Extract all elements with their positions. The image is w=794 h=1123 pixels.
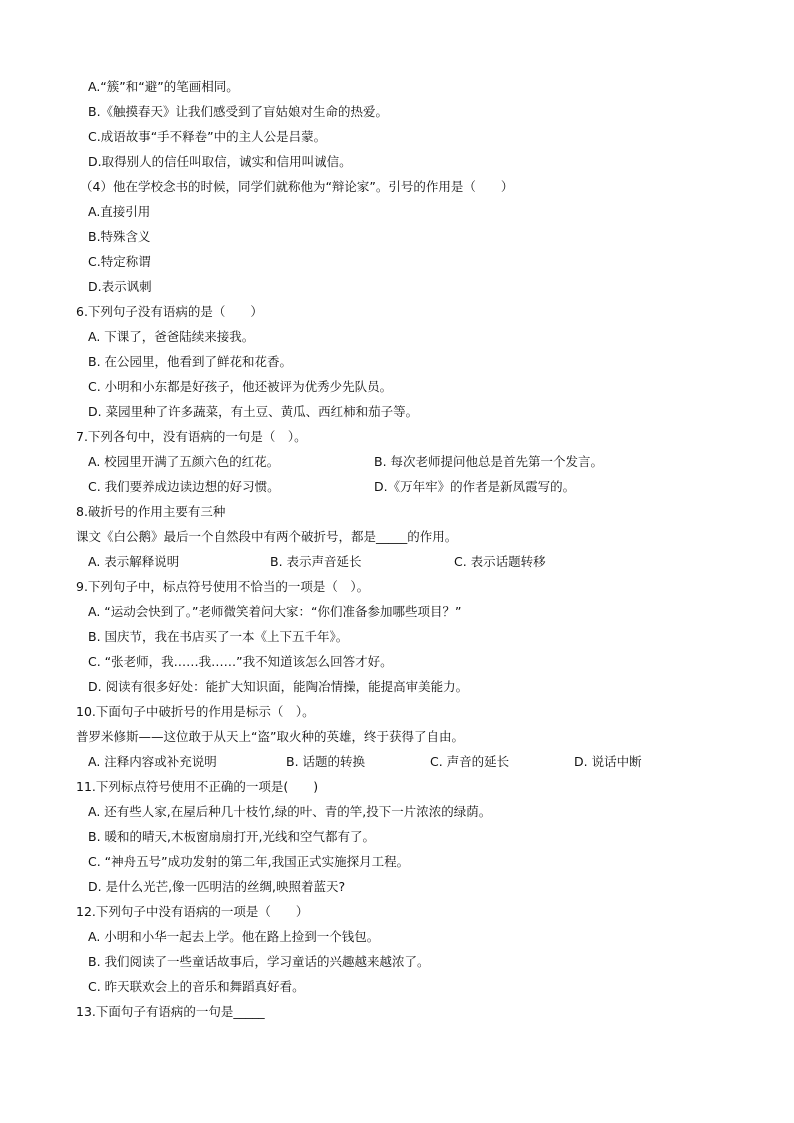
- option-line: C. “张老师，我……我……”我不知道该怎么回答才好。: [88, 654, 393, 669]
- option-line: C. 小明和小东都是好孩子，他还被评为优秀少先队员。: [88, 379, 393, 394]
- option-line: B.《触摸春天》让我们感受到了盲姑娘对生命的热爱。: [88, 104, 389, 119]
- question-stem: 6.下列句子没有语病的是（ ）: [76, 304, 263, 319]
- question-stem: 7.下列各句中，没有语病的一句是（ ）。: [76, 429, 307, 444]
- option-line: C.成语故事“手不释卷”中的主人公是吕蒙。: [88, 129, 327, 144]
- question-text: 课文《白公鹅》最后一个自然段中有两个破折号，都是_____的作用。: [76, 529, 458, 544]
- option-line: D.取得别人的信任叫取信，诚实和信用叫诚信。: [88, 154, 352, 169]
- option-line: D.《万年牢》的作者是新凤霞写的。: [374, 479, 576, 494]
- option-line: C. 昨天联欢会上的音乐和舞蹈真好看。: [88, 979, 305, 994]
- question-stem: 9.下列句子中，标点符号使用不恰当的一项是（ ）。: [76, 579, 370, 594]
- option-line: B. 国庆节，我在书店买了一本《上下五千年》。: [88, 629, 349, 644]
- option-line: A. 校园里开满了五颜六色的红花。: [88, 454, 280, 469]
- option-line: B. 话题的转换: [286, 754, 366, 769]
- option-line: B. 我们阅读了一些童话故事后，学习童话的兴趣越来越浓了。: [88, 954, 430, 969]
- option-line: B. 在公园里，他看到了鲜花和花香。: [88, 354, 293, 369]
- option-line: B. 表示声音延长: [270, 554, 362, 569]
- option-line: C.特定称谓: [88, 254, 151, 269]
- option-line: C. 我们要养成边读边想的好习惯。: [88, 479, 280, 494]
- option-line: A. 注释内容或补充说明: [88, 754, 217, 769]
- option-line: C. 表示话题转移: [454, 554, 546, 569]
- option-line: D. 说话中断: [574, 754, 642, 769]
- option-line: B. 暖和的晴天,木板窗扇扇打开,光线和空气都有了。: [88, 829, 375, 844]
- option-line: C. “神舟五号”成功发射的第二年,我国正式实施探月工程。: [88, 854, 410, 869]
- option-line: D. 是什么光芒,像一匹明洁的丝绸,映照着蓝天?: [88, 879, 346, 894]
- question-text: 普罗米修斯——这位敢于从天上“盗”取火种的英雄，终于获得了自由。: [76, 729, 464, 744]
- option-line: A. 下课了，爸爸陆续来接我。: [88, 329, 255, 344]
- option-line: A. 还有些人家,在屋后种几十枝竹,绿的叶、青的竿,投下一片浓浓的绿荫。: [88, 804, 492, 819]
- option-line: A. 表示解释说明: [88, 554, 180, 569]
- option-line: B.特殊含义: [88, 229, 151, 244]
- question-stem: 11.下列标点符号使用不正确的一项是( ): [76, 779, 319, 794]
- subquestion-stem: （4）他在学校念书的时候，同学们就称他为“辩论家”。引号的作用是（ ）: [80, 179, 514, 194]
- question-stem: 8.破折号的作用主要有三种: [76, 504, 226, 519]
- option-line: A. 小明和小华一起去上学。他在路上捡到一个钱包。: [88, 929, 380, 944]
- option-line: A. “运动会快到了。”老师微笑着问大家：“你们准备参加哪些项目？”: [88, 604, 462, 619]
- question-stem: 13.下面句子有语病的一句是_____: [76, 1004, 265, 1019]
- question-stem: 10.下面句子中破折号的作用是标示（ ）。: [76, 704, 315, 719]
- question-stem: 12.下列句子中没有语病的一项是（ ）: [76, 904, 309, 919]
- option-line: A.“簇”和“避”的笔画相同。: [88, 79, 239, 94]
- option-line: A.直接引用: [88, 204, 151, 219]
- option-line: B. 每次老师提问他总是首先第一个发言。: [374, 454, 604, 469]
- option-line: C. 声音的延长: [430, 754, 510, 769]
- option-line: D. 阅读有很多好处：能扩大知识面，能陶冶情操，能提高审美能力。: [88, 679, 469, 694]
- option-line: D. 菜园里种了许多蔬菜，有土豆、黄瓜、西红柿和茄子等。: [88, 404, 419, 419]
- option-line: D.表示讽刺: [88, 279, 152, 294]
